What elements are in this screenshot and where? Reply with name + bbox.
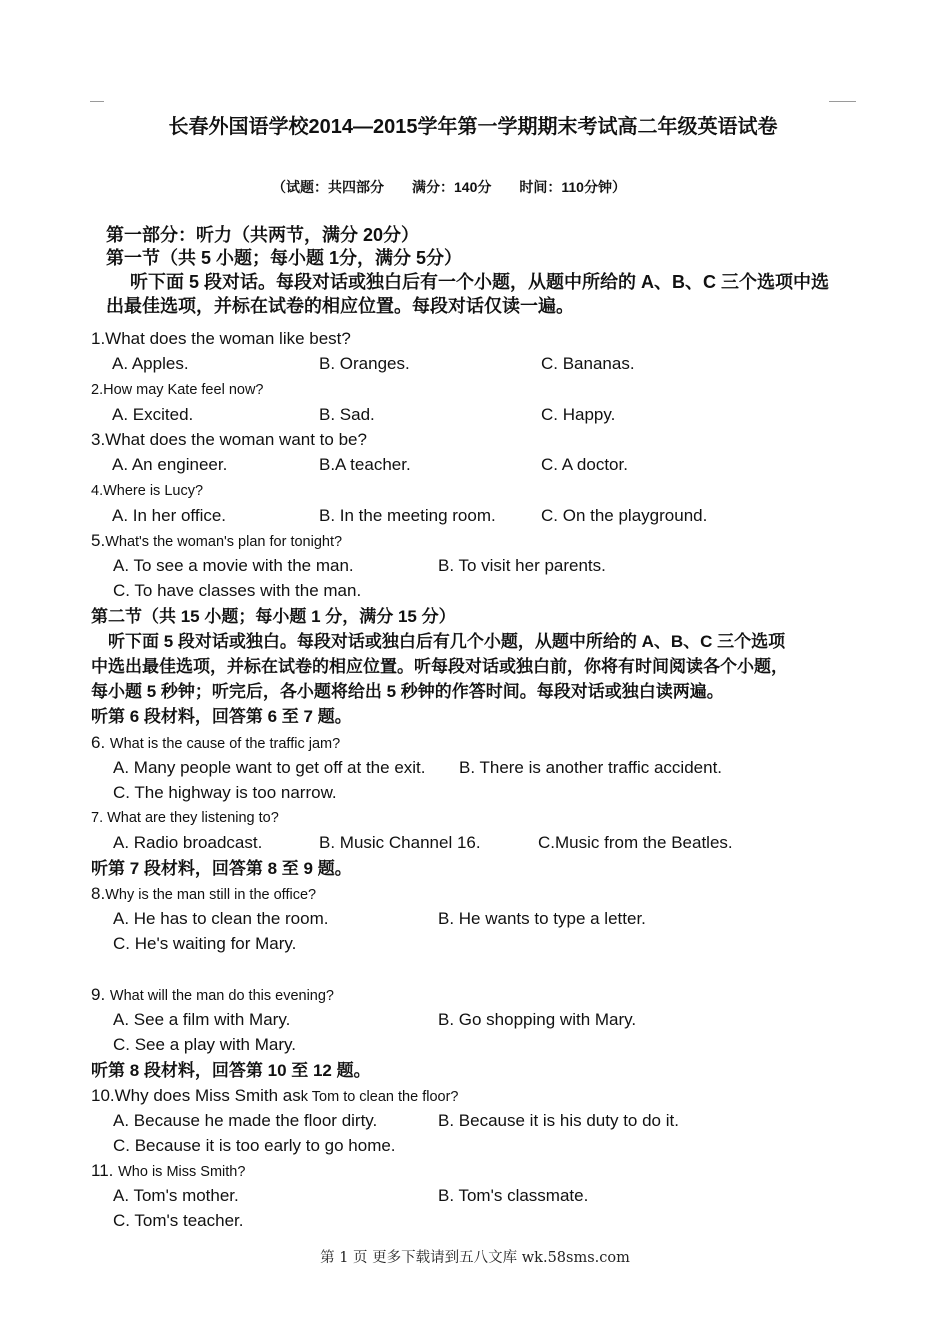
question-11-option-c: C. Tom's teacher. bbox=[113, 1211, 244, 1230]
page-title: 长春外国语学校2014—2015学年第一学期期末考试高二年级英语试卷 bbox=[168, 116, 778, 138]
question-3-stem: 3.What does the woman want to be? bbox=[91, 430, 367, 449]
question-11-stem bbox=[91, 1160, 245, 1183]
question-7-option-c: C.Music from the Beatles. bbox=[538, 833, 733, 852]
question-4-option-a: A. In her office. bbox=[112, 506, 227, 525]
question-5-number: 5. bbox=[91, 531, 106, 550]
question-10-stem bbox=[91, 1085, 458, 1108]
question-9-text: What will the man do this evening? bbox=[109, 988, 334, 1004]
section1-heading: 第一节（共 5 小题；每小题 1分，满分 5分） bbox=[106, 248, 463, 268]
section2-instructions-line1: 听下面 5 段对话或独白。每段对话或独白后有几个小题，从题中所给的 A、B、C 三个选项 bbox=[108, 632, 786, 651]
question-3-option-a: A. An engineer. bbox=[112, 455, 228, 474]
section1-instructions-line1: 听下面 5 段对话。每段对话或独白后有一个小题，从题中所给的 A、B、C 三个选项中选 bbox=[130, 272, 830, 292]
question-9-option-a: A. See a film with Mary. bbox=[113, 1010, 291, 1029]
section2-heading: 第二节（共 15 小题；每小题 1 分，满分 15 分） bbox=[91, 607, 456, 626]
question-1-option-c: C. Bananas. bbox=[541, 354, 635, 373]
question-10-text-b: k Tom to clean the floor? bbox=[300, 1089, 459, 1105]
question-11-number: 11. bbox=[91, 1161, 114, 1180]
question-8-option-a: A. He has to clean the room. bbox=[113, 909, 329, 928]
question-9-stem bbox=[91, 984, 334, 1007]
question-11-option-a: A. Tom's mother. bbox=[113, 1186, 239, 1205]
question-6-stem bbox=[91, 732, 340, 755]
question-9-option-c: C. See a play with Mary. bbox=[113, 1035, 296, 1054]
question-6-number: 6. bbox=[91, 733, 106, 752]
part1-heading: 第一部分：听力（共两节，满分 20分） bbox=[106, 225, 420, 245]
question-11-text: Who is Miss Smith? bbox=[118, 1164, 246, 1180]
question-6-text: What is the cause of the traffic jam? bbox=[109, 736, 341, 752]
question-7-stem: 7. What are they listening to? bbox=[91, 810, 279, 826]
question-6-option-a: A. Many people want to get off at the exit. bbox=[113, 758, 426, 777]
question-11-option-b: B. Tom's classmate. bbox=[438, 1186, 589, 1205]
question-2-option-b: B. Sad. bbox=[319, 405, 375, 424]
question-3-option-c: C. A doctor. bbox=[541, 455, 628, 474]
section2-instructions-line3: 每小题 5 秒钟；听完后，各小题将给出 5 秒钟的作答时间。每段对话或独白读两遍。 bbox=[91, 682, 724, 701]
question-5-option-a: A. To see a movie with the man. bbox=[113, 556, 354, 575]
question-2-stem: 2.How may Kate feel now? bbox=[91, 382, 264, 398]
material-8-heading: 听第 8 段材料，回答第 10 至 12 题。 bbox=[91, 1061, 371, 1080]
question-6-option-b: B. There is another traffic accident. bbox=[459, 758, 723, 777]
question-5-text: What's the woman's plan for tonight? bbox=[105, 534, 343, 550]
page-footer: 第 1 页 更多下载请到五八文库 wk.58sms.com bbox=[320, 1250, 630, 1266]
question-6-option-c: C. The highway is too narrow. bbox=[113, 783, 337, 802]
question-4-option-c: C. On the playground. bbox=[541, 506, 708, 525]
question-1-option-b: B. Oranges. bbox=[319, 354, 410, 373]
question-5-stem bbox=[91, 530, 342, 553]
question-9-number: 9. bbox=[91, 985, 106, 1004]
question-5-option-c: C. To have classes with the man. bbox=[113, 581, 362, 600]
question-1-option-a: A. Apples. bbox=[112, 354, 189, 373]
question-1-stem: 1.What does the woman like best? bbox=[91, 329, 351, 348]
question-4-option-b: B. In the meeting room. bbox=[319, 506, 496, 525]
question-8-number: 8. bbox=[91, 884, 106, 903]
question-5-option-b: B. To visit her parents. bbox=[438, 556, 606, 575]
question-10-text-a: 10.Why does Miss Smith as bbox=[91, 1086, 301, 1105]
question-8-option-c: C. He's waiting for Mary. bbox=[113, 934, 297, 953]
question-7-option-a: A. Radio broadcast. bbox=[113, 833, 263, 852]
material-6-heading: 听第 6 段材料，回答第 6 至 7 题。 bbox=[91, 707, 352, 726]
question-10-option-c: C. Because it is too early to go home. bbox=[113, 1136, 396, 1155]
question-2-option-c: C. Happy. bbox=[541, 405, 616, 424]
question-3-option-b: B.A teacher. bbox=[319, 455, 411, 474]
section1-instructions-line2: 出最佳选项，并标在试卷的相应位置。每段对话仅读一遍。 bbox=[106, 296, 574, 316]
question-2-option-a: A. Excited. bbox=[112, 405, 194, 424]
corner-mark-right bbox=[829, 101, 856, 102]
question-4-stem: 4.Where is Lucy? bbox=[91, 483, 204, 499]
question-10-option-b: B. Because it is his duty to do it. bbox=[438, 1111, 679, 1130]
question-9-option-b: B. Go shopping with Mary. bbox=[438, 1010, 637, 1029]
corner-mark-left bbox=[90, 101, 104, 102]
question-10-option-a: A. Because he made the floor dirty. bbox=[113, 1111, 378, 1130]
section2-instructions-line2: 中选出最佳选项，并标在试卷的相应位置。听每段对话或独白前，你将有时间阅读各个小题， bbox=[91, 657, 788, 676]
question-8-text: Why is the man still in the office? bbox=[105, 887, 317, 903]
question-8-option-b: B. He wants to type a letter. bbox=[438, 909, 646, 928]
question-8-stem bbox=[91, 883, 316, 906]
material-7-heading: 听第 7 段材料，回答第 8 至 9 题。 bbox=[91, 859, 352, 878]
question-7-option-b: B. Music Channel 16. bbox=[319, 833, 481, 852]
page-subtitle: （试题：共四部分 满分：140分 时间：110分钟） bbox=[272, 179, 626, 195]
